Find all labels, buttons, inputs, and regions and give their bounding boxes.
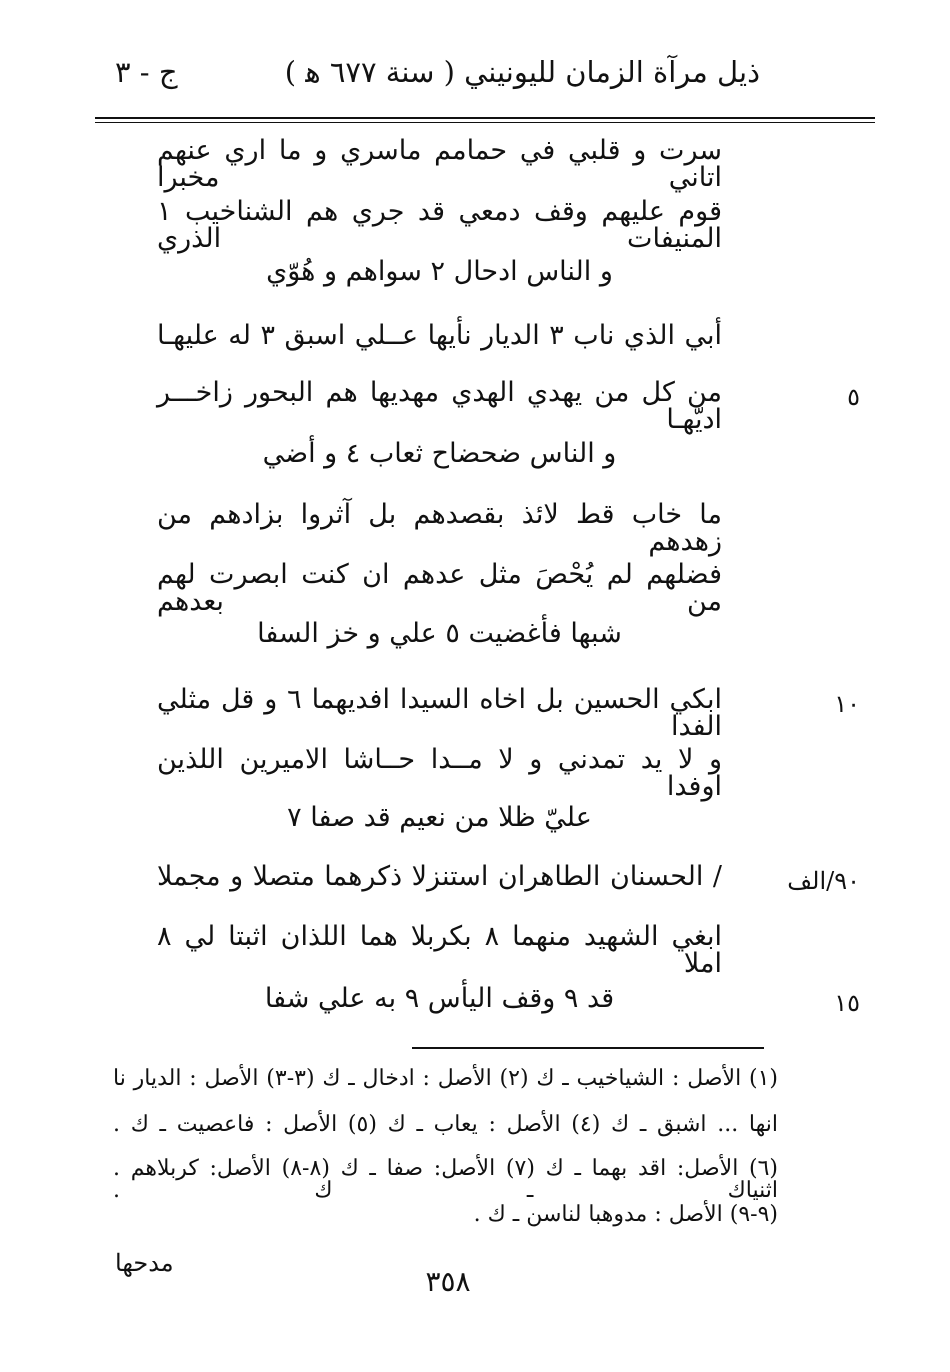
- footnote-line: انها ... اشبق ـ ك (٤) الأصل : يعاب ـ ك (٥) الأصل : فاعصيت ـ ك .: [113, 1112, 778, 1137]
- line-number: ١٠: [834, 690, 860, 718]
- poem-line: قد ٩ وقف اليأس ٩ به علي شفا: [264, 983, 615, 1014]
- line-number: ١٥: [834, 989, 860, 1017]
- footnote-line: (٩-٩) الأصل : مدوهبا لناسن ـ ك .: [473, 1202, 778, 1227]
- poem-line: قوم عليهم وقف دمعي قد جري هم الشناخيب ١ المنيفات الذري: [157, 196, 722, 254]
- line-number: ٥: [847, 383, 860, 411]
- header-rule: [95, 117, 875, 119]
- page-number: ٣٥٨: [425, 1265, 471, 1298]
- header-rule-thin: [95, 122, 875, 123]
- poem-line: ما خاب قط لائذ بقصدهم بل آثروا بزادهم من زهدهم: [157, 499, 722, 557]
- poem-line: و الناس ادحال ٢ سواهم و هُوّي: [266, 256, 613, 287]
- poem-line: أبي الذي ناب ٣ الديار نأيها عــلي اسبق ٣ له عليهـا: [157, 320, 722, 351]
- poem-line: فضلهم لم يُحْصَ مثل عدهم ان كنت ابصرت لهم من بعدهم: [157, 559, 722, 617]
- line-number: ٩٠/الف: [787, 867, 860, 895]
- poem-line: و لا يد تمدني و لا مــدا حــاشا الاميرين اللذين اوفدا: [157, 744, 722, 802]
- poem-line: من كل من يهدي الهدي مهديها هم البحور زاخـــر اديّهـا: [157, 377, 722, 435]
- volume-label: ج - ٣: [115, 55, 178, 89]
- footnote-rule: [412, 1047, 764, 1049]
- catchword: مدحها: [115, 1249, 174, 1277]
- footnote-line: (١) الأصل : الشياخيب ـ ك (٢) الأصل : ادخال ـ ك (٣-٣) الأصل : الديار نا: [113, 1066, 778, 1091]
- poem-line: سرت و قلبي في حمامم ماسري و ما اري عنهم اتاني مخبرا: [157, 135, 722, 193]
- poem-line: / الحسنان الطاهران استنزلا ذكرهما متصلا و مجملا: [157, 861, 722, 892]
- poem-line: عليّ ظلا من نعيم قد صفا ٧: [287, 802, 592, 833]
- poem-line: شبها فأغضيت ٥ علي و خز السفا: [257, 618, 622, 649]
- footnote-line: (٦) الأصل: اقد بهما ـ ك (٧) الأصل: صفا ـ ك (٨-٨) الأصل: كربلاهم . اثنياك ـ ك .: [113, 1156, 779, 1203]
- running-title: ذيل مرآة الزمان لليونيني ( سنة ٦٧٧ ﻫ ): [284, 55, 760, 89]
- poem-line: ابغي الشهيد منهما ٨ بكربلا هما اللذان اثبتا لي ٨ املا: [157, 921, 722, 979]
- poem-line: ابكي الحسين بل اخاه السيدا افديهما ٦ و قل مثلي الفدا: [157, 684, 722, 742]
- poem-line: و الناس ضحضاح ثعاب ٤ و أضي: [262, 438, 617, 469]
